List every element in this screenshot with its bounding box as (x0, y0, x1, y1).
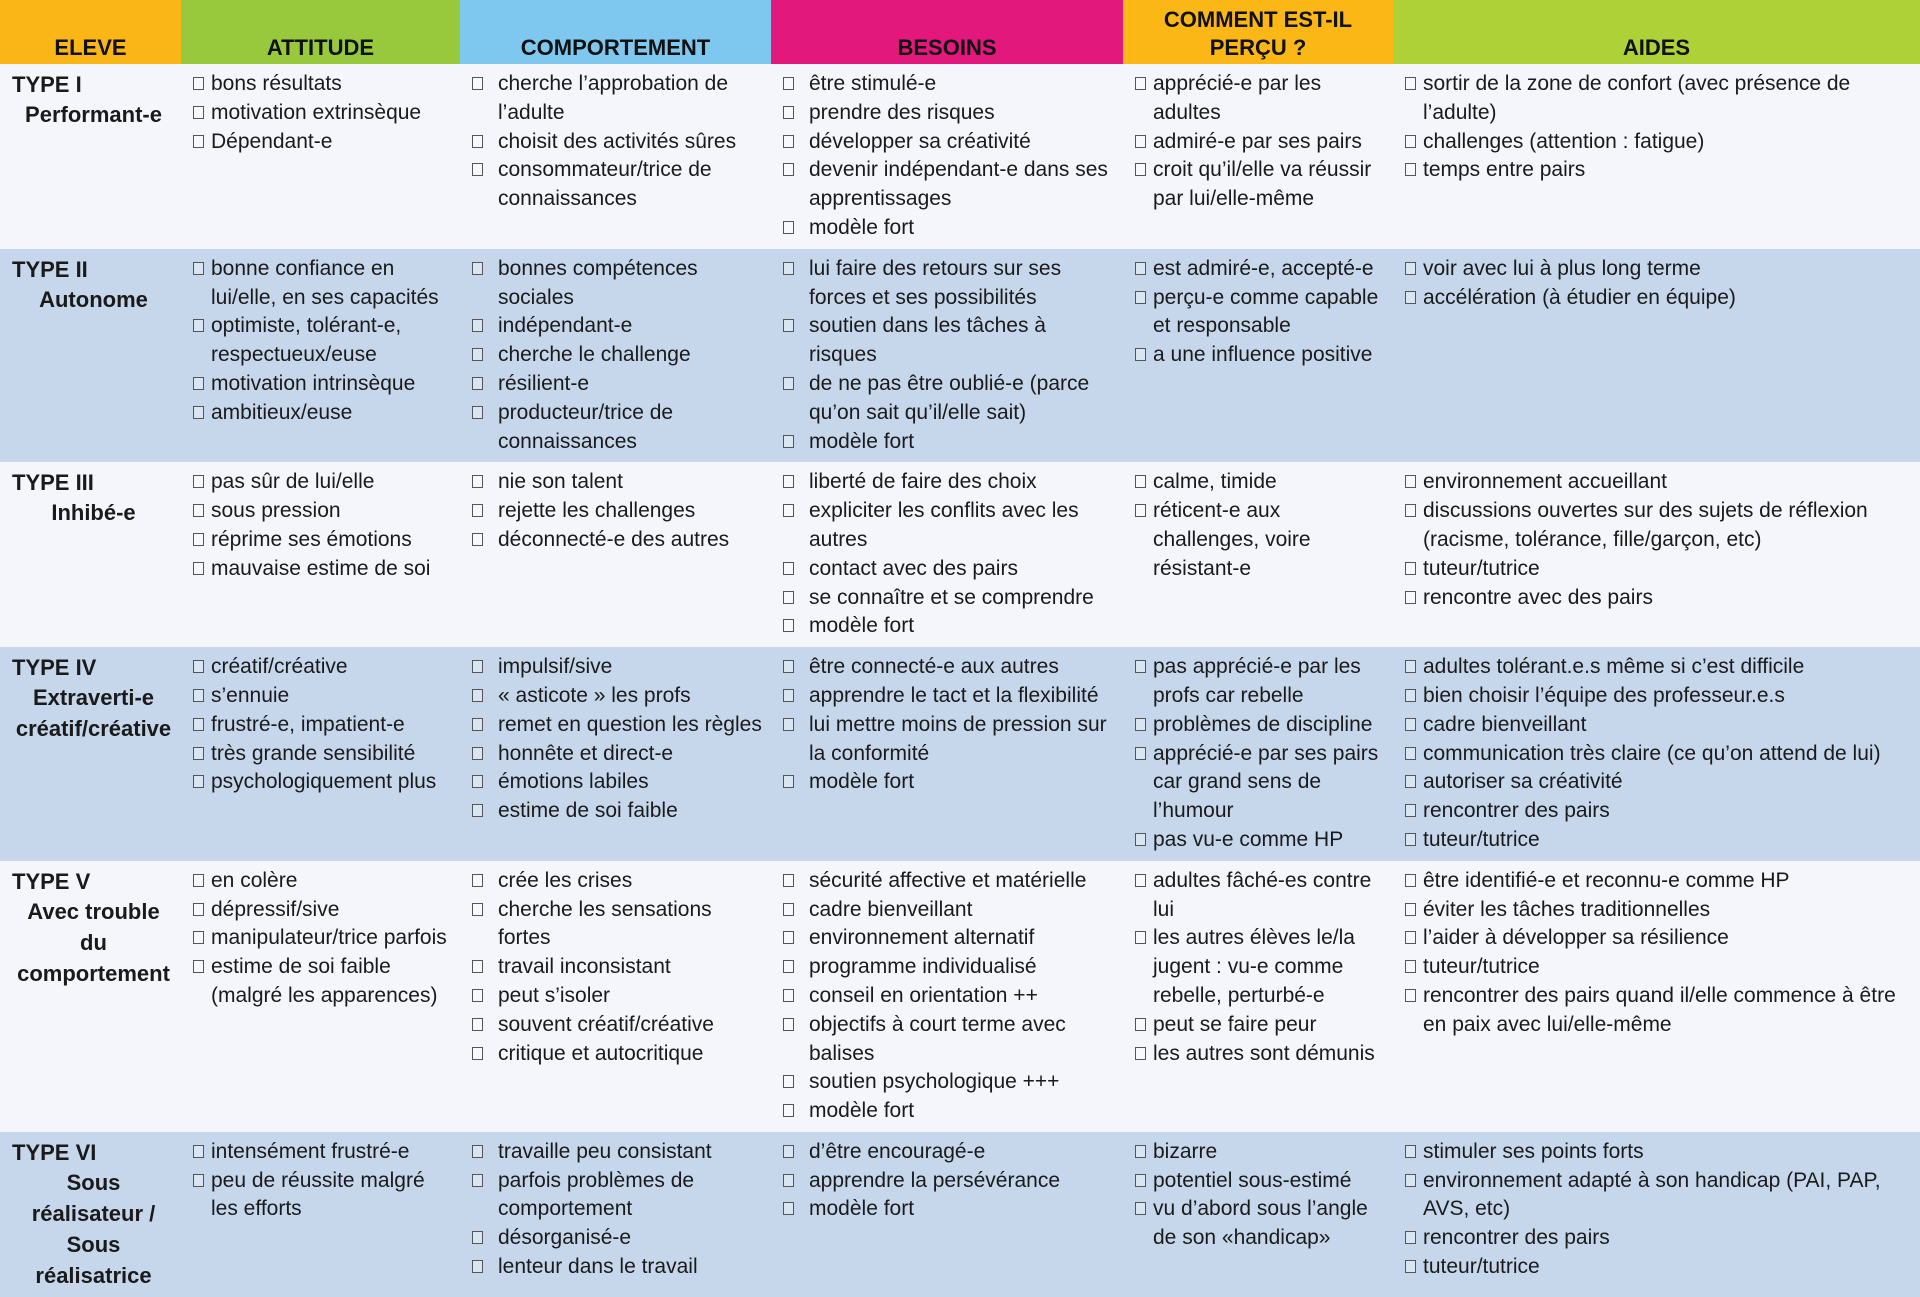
checklist-item: cherche le challenge (472, 341, 765, 370)
percu-list (1135, 1138, 1387, 1253)
besoins-list (783, 1138, 1117, 1224)
checklist-item: apprendre la persévérance (783, 1167, 1117, 1196)
checklist-item: liberté de faire des choix (783, 468, 1117, 497)
checklist-item: stimuler ses points forts (1405, 1138, 1914, 1167)
cell-comportement (460, 1132, 771, 1297)
checklist-item: tuteur/tutrice (1405, 555, 1914, 584)
table-row (0, 462, 1920, 647)
besoins-list (783, 255, 1117, 457)
table-row (0, 249, 1920, 463)
checklist-item: peut s’isoler (472, 982, 765, 1011)
checklist-item: dépressif/sive (193, 896, 454, 925)
checklist-item: motivation intrinsèque (193, 370, 454, 399)
checklist-item: motivation extrinsèque (193, 99, 454, 128)
comportement-list (472, 468, 765, 554)
cell-attitude (181, 64, 460, 249)
besoins-list (783, 70, 1117, 243)
type-name: Extraverti-e créatif/créative (15, 685, 172, 742)
checklist-item: s’ennuie (193, 682, 454, 711)
column-header-attitude: ATTITUDE (181, 0, 460, 64)
besoins-list (783, 867, 1117, 1126)
column-header-aides: AIDES (1393, 0, 1920, 64)
checklist-item: expliciter les conflits avec les autres (783, 497, 1117, 555)
checklist-item: intensément frustré-e (193, 1138, 454, 1167)
comportement-list (472, 867, 765, 1069)
cell-comportement (460, 861, 771, 1132)
checklist-item: perçu-e comme capable et responsable (1135, 284, 1387, 342)
checklist-item: sortir de la zone de confort (avec présence de l’adulte) (1405, 70, 1914, 128)
column-header-eleve: ELEVE (0, 0, 181, 64)
checklist-item: bons résultats (193, 70, 454, 99)
checklist-item: nie son talent (472, 468, 765, 497)
percu-list (1135, 70, 1387, 214)
checklist-item: réticent-e aux challenges, voire résistant-e (1135, 497, 1387, 583)
checklist-item: modèle fort (783, 612, 1117, 641)
checklist-item: de ne pas être oublié-e (parce qu’on sait qu’il/elle sait) (783, 370, 1117, 428)
checklist-item: travail inconsistant (472, 953, 765, 982)
table-header (0, 0, 1920, 64)
comportement-list (472, 255, 765, 457)
comportement-list (472, 1138, 765, 1282)
cell-eleve (0, 647, 181, 861)
type-label: TYPE IV (12, 655, 97, 681)
checklist-item: soutien psychologique +++ (783, 1068, 1117, 1097)
checklist-item: programme individualisé (783, 953, 1117, 982)
checklist-item: « asticote » les profs (472, 682, 765, 711)
type-name: Performant-e (25, 102, 162, 127)
checklist-item: soutien dans les tâches à risques (783, 312, 1117, 370)
checklist-item: peut se faire peur (1135, 1011, 1387, 1040)
type-name: Avec trouble du comportement (17, 898, 170, 986)
cell-eleve (0, 1132, 181, 1297)
type-label: TYPE III (12, 470, 94, 496)
cell-aides (1393, 462, 1920, 647)
type-name: Autonome (39, 286, 148, 312)
cell-percu (1123, 462, 1393, 647)
checklist-item: en colère (193, 867, 454, 896)
attitude-list (193, 255, 454, 428)
besoins-list (783, 653, 1117, 797)
comportement-list (472, 653, 765, 826)
aides-list (1405, 70, 1914, 185)
percu-list (1135, 255, 1387, 370)
checklist-item: optimiste, tolérant-e, respectueux/euse (193, 312, 454, 370)
checklist-item: est admiré-e, accepté-e (1135, 255, 1387, 284)
cell-attitude (181, 1132, 460, 1297)
checklist-item: les autres élèves le/la jugent : vu-e comme rebelle, perturbé-e (1135, 924, 1387, 1010)
checklist-item: frustré-e, impatient-e (193, 711, 454, 740)
checklist-item: pas sûr de lui/elle (193, 468, 454, 497)
checklist-item: psychologiquement plus (193, 768, 454, 797)
checklist-item: souvent créatif/créative (472, 1011, 765, 1040)
cell-percu (1123, 861, 1393, 1132)
cell-comportement (460, 64, 771, 249)
type-label: TYPE II (12, 256, 88, 282)
checklist-item: adultes tolérant.e.s même si c’est difficile (1405, 653, 1914, 682)
checklist-item: tuteur/tutrice (1405, 1253, 1914, 1282)
cell-besoins (771, 462, 1123, 647)
checklist-item: bonne confiance en lui/elle, en ses capacités (193, 255, 454, 313)
checklist-item: créatif/créative (193, 653, 454, 682)
header-row (0, 0, 1920, 64)
percu-list (1135, 653, 1387, 855)
type-label: TYPE V (12, 868, 91, 894)
checklist-item: très grande sensibilité (193, 740, 454, 769)
checklist-item: désorganisé-e (472, 1224, 765, 1253)
cell-comportement (460, 647, 771, 861)
checklist-item: modèle fort (783, 1097, 1117, 1126)
checklist-item: modèle fort (783, 428, 1117, 457)
aides-list (1405, 653, 1914, 855)
checklist-item: temps entre pairs (1405, 156, 1914, 185)
checklist-item: ambitieux/euse (193, 399, 454, 428)
checklist-item: éviter les tâches traditionnelles (1405, 896, 1914, 925)
cell-comportement (460, 249, 771, 463)
checklist-item: modèle fort (783, 214, 1117, 243)
checklist-item: sous pression (193, 497, 454, 526)
checklist-item: remet en question les règles (472, 711, 765, 740)
checklist-item: devenir indépendant-e dans ses apprentissages (783, 156, 1117, 214)
table-row (0, 64, 1920, 249)
checklist-item: problèmes de discipline (1135, 711, 1387, 740)
table-row (0, 861, 1920, 1132)
aides-list (1405, 468, 1914, 612)
type-name: Inhibé-e (51, 500, 136, 526)
checklist-item: cherche les sensations fortes (472, 896, 765, 954)
checklist-item: rencontre avec des pairs (1405, 584, 1914, 613)
checklist-item: modèle fort (783, 768, 1117, 797)
cell-aides (1393, 861, 1920, 1132)
cell-besoins (771, 64, 1123, 249)
checklist-item: l’aider à développer sa résilience (1405, 924, 1914, 953)
checklist-item: émotions labiles (472, 768, 765, 797)
cell-eleve (0, 64, 181, 249)
column-header-comportement: COMPORTEMENT (460, 0, 771, 64)
percu-list (1135, 867, 1387, 1069)
cell-aides (1393, 647, 1920, 861)
checklist-item: modèle fort (783, 1195, 1117, 1224)
aides-list (1405, 1138, 1914, 1282)
besoins-list (783, 468, 1117, 641)
checklist-item: admiré-e par ses pairs (1135, 128, 1387, 157)
cell-attitude (181, 249, 460, 463)
checklist-item: lenteur dans le travail (472, 1253, 765, 1282)
checklist-item: les autres sont démunis (1135, 1040, 1387, 1069)
checklist-item: parfois problèmes de comportement (472, 1167, 765, 1225)
type-label: TYPE I (12, 72, 82, 97)
aides-list (1405, 867, 1914, 1040)
checklist-item: être connecté-e aux autres (783, 653, 1117, 682)
checklist-item: crée les crises (472, 867, 765, 896)
checklist-item: prendre des risques (783, 99, 1117, 128)
checklist-item: lui mettre moins de pression sur la conformité (783, 711, 1117, 769)
checklist-item: être stimulé-e (783, 70, 1117, 99)
checklist-item: travaille peu consistant (472, 1138, 765, 1167)
checklist-item: cherche l’approbation de l’adulte (472, 70, 765, 128)
attitude-list (193, 653, 454, 797)
attitude-list (193, 867, 454, 1011)
column-header-percu: COMMENT EST-IL PERÇU ? (1123, 0, 1393, 64)
checklist-item: critique et autocritique (472, 1040, 765, 1069)
checklist-item: être identifié-e et reconnu-e comme HP (1405, 867, 1914, 896)
checklist-item: pas vu-e comme HP (1135, 826, 1387, 855)
checklist-item: honnête et direct-e (472, 740, 765, 769)
checklist-item: tuteur/tutrice (1405, 826, 1914, 855)
checklist-item: discussions ouvertes sur des sujets de réflexion (racisme, tolérance, fille/garçon, etc) (1405, 497, 1914, 555)
cell-besoins (771, 249, 1123, 463)
checklist-item: mauvaise estime de soi (193, 555, 454, 584)
checklist-item: Dépendant-e (193, 128, 454, 157)
cell-percu (1123, 1132, 1393, 1297)
checklist-item: calme, timide (1135, 468, 1387, 497)
checklist-item: développer sa créativité (783, 128, 1117, 157)
checklist-item: bonnes compétences sociales (472, 255, 765, 313)
checklist-item: rencontrer des pairs (1405, 797, 1914, 826)
attitude-list (193, 70, 454, 156)
checklist-item: peu de réussite malgré les efforts (193, 1167, 454, 1225)
cell-attitude (181, 462, 460, 647)
checklist-item: communication très claire (ce qu’on attend de lui) (1405, 740, 1914, 769)
checklist-item: adultes fâché-es contre lui (1135, 867, 1387, 925)
checklist-item: autoriser sa créativité (1405, 768, 1914, 797)
checklist-item: challenges (attention : fatigue) (1405, 128, 1914, 157)
checklist-item: vu d’abord sous l’angle de son «handicap» (1135, 1195, 1387, 1253)
checklist-item: conseil en orientation ++ (783, 982, 1117, 1011)
checklist-item: déconnecté-e des autres (472, 526, 765, 555)
comportement-list (472, 70, 765, 214)
checklist-item: potentiel sous-estimé (1135, 1167, 1387, 1196)
checklist-item: résilient-e (472, 370, 765, 399)
checklist-item: cadre bienveillant (783, 896, 1117, 925)
cell-aides (1393, 64, 1920, 249)
checklist-item: sécurité affective et matérielle (783, 867, 1117, 896)
checklist-item: accélération (à étudier en équipe) (1405, 284, 1914, 313)
cell-eleve (0, 462, 181, 647)
checklist-item: bien choisir l’équipe des professeur.e.s (1405, 682, 1914, 711)
checklist-item: croit qu’il/elle va réussir par lui/elle-même (1135, 156, 1387, 214)
cell-eleve (0, 861, 181, 1132)
checklist-item: pas apprécié-e par les profs car rebelle (1135, 653, 1387, 711)
checklist-item: environnement adapté à son handicap (PAI, PAP, AVS, etc) (1405, 1167, 1914, 1225)
checklist-item: producteur/trice de connaissances (472, 399, 765, 457)
checklist-item: objectifs à court terme avec balises (783, 1011, 1117, 1069)
type-label: TYPE VI (12, 1139, 97, 1165)
checklist-item: apprécié-e par ses pairs car grand sens de l’humour (1135, 740, 1387, 826)
checklist-item: apprendre le tact et la flexibilité (783, 682, 1117, 711)
cell-comportement (460, 462, 771, 647)
checklist-item: impulsif/sive (472, 653, 765, 682)
cell-besoins (771, 647, 1123, 861)
checklist-item: bizarre (1135, 1138, 1387, 1167)
table-body (0, 64, 1920, 1297)
cell-aides (1393, 1132, 1920, 1297)
cell-eleve (0, 249, 181, 463)
cell-attitude (181, 647, 460, 861)
cell-percu (1123, 647, 1393, 861)
cell-besoins (771, 861, 1123, 1132)
checklist-item: consommateur/trice de connaissances (472, 156, 765, 214)
type-name: Sous réalisateur / Sous réalisatrice (31, 1169, 156, 1288)
checklist-item: lui faire des retours sur ses forces et ses possibilités (783, 255, 1117, 313)
cell-attitude (181, 861, 460, 1132)
cell-percu (1123, 249, 1393, 463)
attitude-list (193, 1138, 454, 1224)
checklist-item: environnement alternatif (783, 924, 1117, 953)
attitude-list (193, 468, 454, 583)
checklist-item: se connaître et se comprendre (783, 584, 1117, 613)
checklist-item: voir avec lui à plus long terme (1405, 255, 1914, 284)
table-row (0, 1132, 1920, 1297)
checklist-item: d’être encouragé-e (783, 1138, 1117, 1167)
checklist-item: choisit des activités sûres (472, 128, 765, 157)
checklist-item: apprécié-e par les adultes (1135, 70, 1387, 128)
checklist-item: rencontrer des pairs quand il/elle commence à être en paix avec lui/elle-même (1405, 982, 1914, 1040)
cell-aides (1393, 249, 1920, 463)
checklist-item: a une influence positive (1135, 341, 1387, 370)
table-row (0, 647, 1920, 861)
column-header-besoins: BESOINS (771, 0, 1123, 64)
checklist-item: manipulateur/trice parfois (193, 924, 454, 953)
checklist-item: rencontrer des pairs (1405, 1224, 1914, 1253)
aides-list (1405, 255, 1914, 313)
checklist-item: rejette les challenges (472, 497, 765, 526)
checklist-item: estime de soi faible (472, 797, 765, 826)
cell-besoins (771, 1132, 1123, 1297)
checklist-item: environnement accueillant (1405, 468, 1914, 497)
checklist-item: indépendant-e (472, 312, 765, 341)
checklist-item: cadre bienveillant (1405, 711, 1914, 740)
checklist-item: estime de soi faible (malgré les apparences) (193, 953, 454, 1011)
cell-percu (1123, 64, 1393, 249)
checklist-item: contact avec des pairs (783, 555, 1117, 584)
checklist-item: tuteur/tutrice (1405, 953, 1914, 982)
checklist-item: réprime ses émotions (193, 526, 454, 555)
percu-list (1135, 468, 1387, 583)
